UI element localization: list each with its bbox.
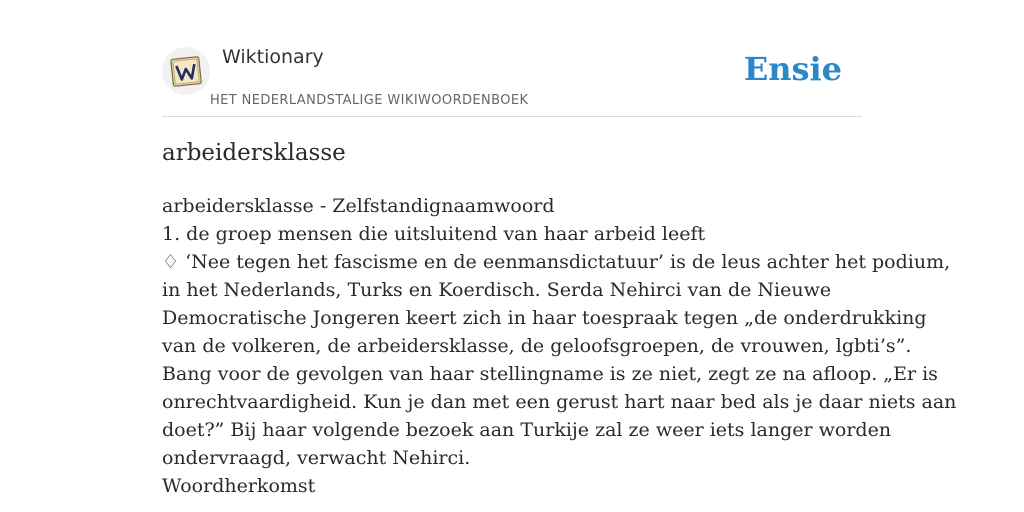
example-line: van de volkeren, de arbeidersklasse, de geloofsgroepen, de vrouwen, lgbti’s”.	[162, 335, 912, 357]
definition: 1. de groep mensen die uitsluitend van haar arbeid leeft	[162, 223, 706, 245]
wiktionary-logo-icon[interactable]	[162, 47, 210, 95]
site-name[interactable]: Wiktionary	[222, 46, 324, 68]
section-heading-woordherkomst: Woordherkomst	[162, 475, 316, 497]
example-line: doet?” Bij haar volgende bezoek aan Turkije zal ze weer iets langer worden	[162, 419, 892, 441]
example-line: in het Nederlands, Turks en Koerdisch. Serda Nehirci van de Nieuwe	[162, 279, 832, 301]
ensie-brand-link[interactable]: Ensie	[743, 50, 842, 88]
example-line: Bang voor de gevolgen van haar stellingname is ze niet, zegt ze na afloop. „Er is	[162, 363, 938, 385]
example-quote	[162, 248, 957, 472]
entry-content	[162, 192, 957, 500]
entry-title: arbeidersklasse	[162, 140, 346, 166]
word-type-line: arbeidersklasse - Zelfstandignaamwoord	[162, 195, 555, 217]
site-header	[162, 0, 862, 117]
example-line: onrechtvaardigheid. Kun je dan met een gerust hart naar bed als je daar niets aan	[162, 391, 957, 413]
example-line: ondervraagd, verwacht Nehirci.	[162, 447, 471, 469]
example-line: ♢ ‘Nee tegen het fascisme en de eenmansdictatuur’ is de leus achter het podium,	[162, 251, 951, 273]
site-tagline: HET NEDERLANDSTALIGE WIKIWOORDENBOEK	[210, 93, 529, 108]
page	[162, 0, 957, 512]
wiktionary-logo-graphic	[167, 52, 205, 90]
example-line: Democratische Jongeren keert zich in haar toespraak tegen „de onderdrukking	[162, 307, 927, 329]
